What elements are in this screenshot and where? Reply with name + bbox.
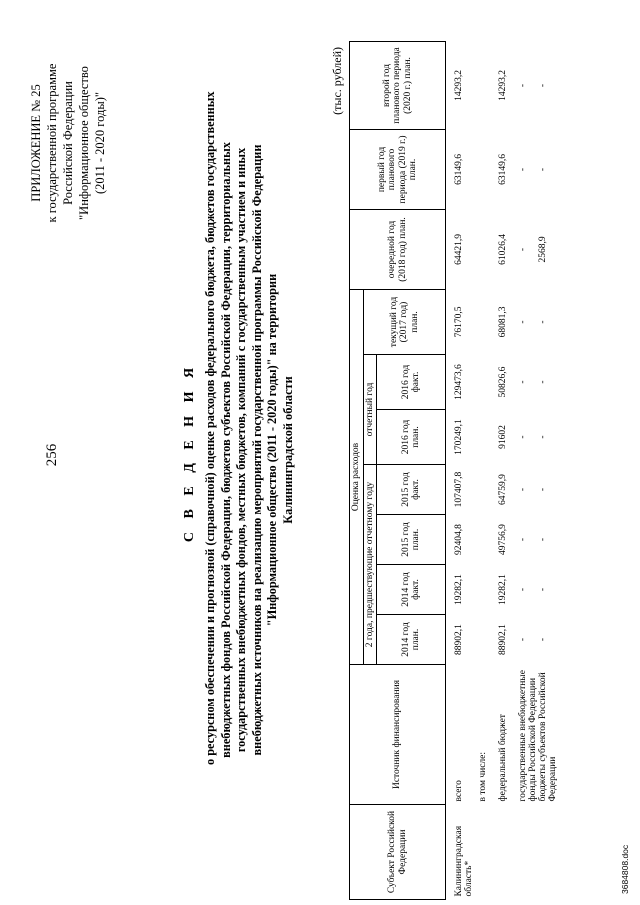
cell-value: 14293,2 xyxy=(498,70,508,101)
appendix-block xyxy=(28,23,108,263)
cell-value: 2568,9 xyxy=(538,236,548,263)
cell-value: 170249,1 xyxy=(454,419,464,455)
header-estimate-group: Оценка расходов xyxy=(350,289,364,664)
appendix-line: ПРИЛОЖЕНИЕ № 25 xyxy=(29,84,43,202)
expenditure-table xyxy=(349,41,558,900)
cell-source: государственные внебюджетные фонды Российской Федерации xyxy=(518,670,538,802)
units-label: (тыс. рублей) xyxy=(330,47,344,115)
header-current-year: текущий год (2017 год) план. xyxy=(363,289,446,354)
cell-value: 14293,2 xyxy=(454,70,464,101)
cell-value xyxy=(478,129,498,209)
cell-value: - xyxy=(538,380,548,384)
cell-subject xyxy=(538,805,558,900)
header-2015-plan: 2015 год план. xyxy=(377,515,446,565)
cell-value: - xyxy=(538,320,548,324)
cell-value xyxy=(478,289,498,354)
cell-subject xyxy=(498,805,518,900)
cell-value: 107407,8 xyxy=(454,471,464,508)
header-2016-fact: 2016 год факт. xyxy=(377,355,446,410)
cell-value: 91602 xyxy=(498,425,508,449)
cell-value xyxy=(478,465,498,515)
table-row xyxy=(518,41,538,899)
cell-value: 88902,1 xyxy=(454,624,464,655)
cell-subject: Калининградская область* xyxy=(454,825,474,897)
header-plan-year-2: второй год планового периода (2020 г.) план. xyxy=(350,41,446,129)
cell-value xyxy=(478,615,498,665)
cell-value: 19282,1 xyxy=(498,574,508,605)
cell-value: - xyxy=(518,487,528,492)
cell-value: - xyxy=(518,167,528,172)
subtitle-line: о ресурсном обеспечении и прогнозной (справочной) оценке расходов федерального бюджета, бюджетов государственных xyxy=(203,91,217,765)
cell-value: - xyxy=(538,637,548,642)
appendix-line: "Информационное общество xyxy=(77,66,91,220)
cell-value: 63149,6 xyxy=(498,154,508,185)
cell-value: - xyxy=(538,587,548,592)
cell-value xyxy=(478,41,498,129)
cell-value: - xyxy=(518,537,528,542)
cell-value: 64421,9 xyxy=(454,234,464,265)
cell-value: - xyxy=(538,167,548,172)
appendix-line: (2011 - 2020 годы)" xyxy=(93,92,107,194)
cell-value xyxy=(478,515,498,565)
cell-value xyxy=(478,355,498,410)
cell-value: - xyxy=(518,83,528,88)
header-2015-fact: 2015 год факт. xyxy=(377,465,446,515)
header-prev-years-group: 2 года, предшествующие отчетному году xyxy=(363,465,377,665)
cell-value: - xyxy=(518,587,528,592)
cell-value xyxy=(478,209,498,289)
cell-value: 88902,1 xyxy=(498,624,508,655)
cell-value: 92404,8 xyxy=(454,524,464,555)
header-2014-plan: 2014 год план. xyxy=(377,615,446,665)
header-subject: Субъект Российской Федерации xyxy=(350,805,446,900)
cell-value: 61026,4 xyxy=(498,234,508,265)
header-2016-plan: 2016 год план. xyxy=(377,410,446,465)
header-next-year: очередной год (2018 год) план. xyxy=(350,209,446,289)
cell-value: 129473,6 xyxy=(454,364,464,400)
subtitle-line: Калининградской области xyxy=(280,376,295,524)
cell-source: в том числе: xyxy=(478,751,488,802)
subtitle-line: внебюджетных источников на реализацию мероприятий государственной программы Российской Федерации xyxy=(249,144,264,756)
subtitle-line: государственных внебюджетных фондов, местных бюджетов, компаний с государственным участием и иных xyxy=(234,147,248,753)
cell-value: - xyxy=(538,83,548,88)
cell-value: - xyxy=(518,637,528,642)
cell-source: федеральный бюджет xyxy=(498,714,508,802)
header-report-year-group: отчетный год xyxy=(363,355,377,465)
footer-file-code: 3684808.doc xyxy=(620,844,630,894)
cell-value: 63149,6 xyxy=(454,154,464,185)
cell-value: - xyxy=(518,247,528,252)
cell-source: бюджеты субъектов Российской Федерации xyxy=(538,672,558,802)
header-source: Источник финансирования xyxy=(350,665,446,805)
appendix-line: к государственной программе xyxy=(45,63,59,223)
cell-value: - xyxy=(538,435,548,439)
cell-subject xyxy=(478,805,498,900)
cell-value: 68081,3 xyxy=(498,306,508,338)
cell-value: - xyxy=(538,487,548,492)
header-2014-fact: 2014 год факт. xyxy=(377,565,446,615)
cell-source: всего xyxy=(454,780,464,802)
page-number: 256 xyxy=(44,443,60,467)
cell-value: 49756,9 xyxy=(498,524,508,555)
cell-value xyxy=(478,410,498,465)
subtitle-line: "Информационное общество (2011 - 2020 годы)" на территории xyxy=(265,273,279,627)
subtitle-line: внебюджетных фондов Российской Федерации, бюджетов субъектов Российской Федерации, территориальных xyxy=(218,142,233,758)
document-title: С В Е Д Е Н И Я xyxy=(182,362,197,543)
cell-value: 19282,1 xyxy=(454,574,464,605)
cell-value: 50826,6 xyxy=(498,366,508,398)
document-subtitle xyxy=(203,91,296,765)
cell-value: - xyxy=(518,320,528,324)
cell-value: 76170,5 xyxy=(454,306,464,338)
cell-value: - xyxy=(538,537,548,542)
table-row xyxy=(478,41,498,899)
appendix-line: Российской Федерации xyxy=(61,81,75,205)
header-plan-year-1: первый год планового периода (2019 г.) план. xyxy=(350,129,446,209)
cell-value: - xyxy=(518,435,528,439)
table-row xyxy=(446,41,479,899)
table-row xyxy=(538,41,558,899)
table-row xyxy=(498,41,518,899)
cell-subject xyxy=(518,805,538,900)
cell-value xyxy=(478,565,498,615)
cell-value: 64759,9 xyxy=(498,474,508,505)
cell-value: - xyxy=(518,380,528,384)
